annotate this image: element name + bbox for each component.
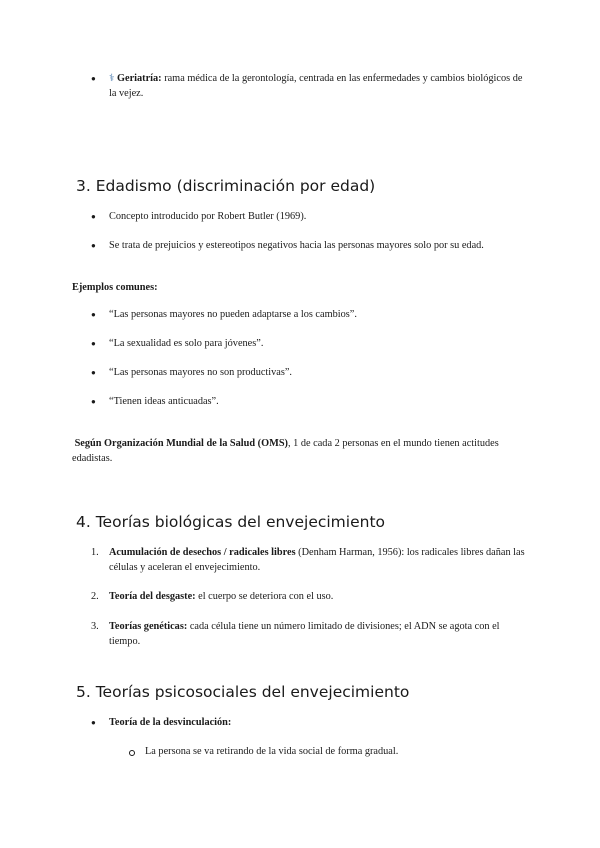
oms-text: , 1 de cada 2 personas en el mundo tienen actitudes edadistas.	[72, 438, 499, 464]
sub-bullet-marker	[129, 750, 135, 756]
bullet-marker: ●	[91, 310, 96, 319]
example-item: “Tienen ideas anticuadas”.	[109, 396, 219, 407]
example-item: “Las personas mayores no son productivas”.	[109, 367, 293, 378]
geriatria-item	[109, 71, 529, 101]
bullet-marker: ●	[91, 241, 96, 250]
sub-bullet-text: La persona se va retirando de la vida social de forma gradual.	[145, 746, 399, 757]
bullet-marker: ●	[91, 397, 96, 406]
oms-bold: Según Organización Mundial de la Salud (OMS)	[74, 438, 288, 449]
list-number: 1.	[91, 547, 99, 558]
section-3-heading: 3. Edadismo (discriminación por edad)	[76, 177, 376, 195]
stethoscope-icon: ⚕	[109, 73, 115, 84]
theory-item: Teorías genéticas: cada célula tiene un número limitado de divisiones; el ADN se agota con el tiempo.	[109, 621, 500, 647]
examples-label: Ejemplos comunes:	[72, 282, 158, 293]
list-number: 3.	[91, 621, 99, 632]
bullet-marker: ●	[91, 368, 96, 377]
geriatria-text: rama médica de la gerontología, centrada en las enfermedades y cambios biológicos de la vejez.	[109, 73, 523, 99]
list-number: 2.	[91, 591, 99, 602]
section-4-heading: 4. Teorías biológicas del envejecimiento	[76, 513, 386, 531]
bullet-marker: ●	[91, 74, 96, 83]
desvinculacion-item: Teoría de la desvinculación:	[109, 717, 232, 728]
bullet-marker: ●	[91, 339, 96, 348]
geriatria-term: Geriatría:	[117, 73, 162, 84]
section-3-bullet: Se trata de prejuicios y estereotipos negativos hacia las personas mayores solo por su edad.	[109, 240, 484, 251]
example-item: “La sexualidad es solo para jóvenes”.	[109, 338, 264, 349]
bullet-marker: ●	[91, 718, 96, 727]
theory-item: Acumulación de desechos / radicales libres (Denham Harman, 1956): los radicales libres dañan las células y aceleran el envejecimiento.	[109, 547, 525, 573]
example-item: “Las personas mayores no pueden adaptarse a los cambios”.	[109, 309, 357, 320]
section-3-bullet: Concepto introducido por Robert Butler (1969).	[109, 211, 307, 222]
theory-item: Teoría del desgaste: el cuerpo se deteriora con el uso.	[109, 591, 334, 602]
section-5-heading: 5. Teorías psicosociales del envejecimiento	[76, 683, 410, 701]
bullet-marker: ●	[91, 212, 96, 221]
oms-paragraph	[72, 436, 522, 466]
